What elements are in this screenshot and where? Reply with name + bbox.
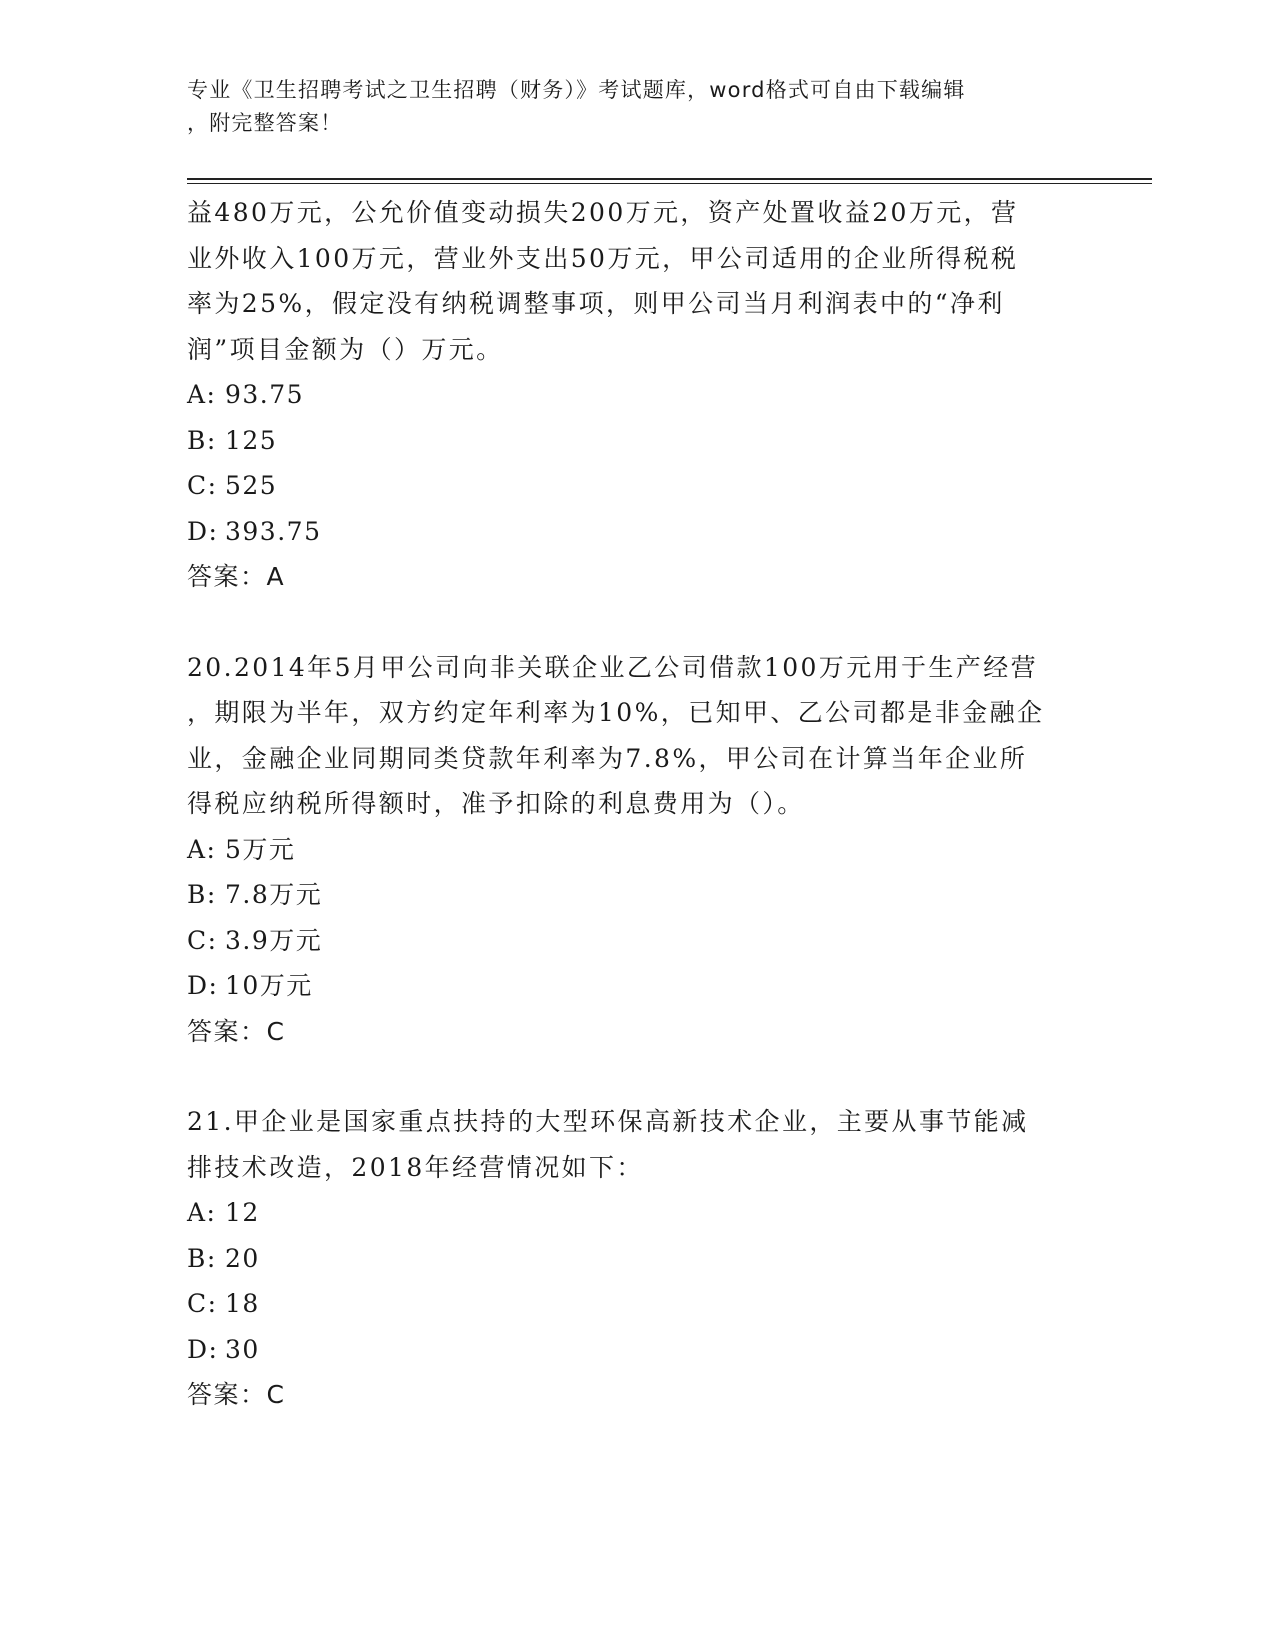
option-a [187,372,1087,418]
option-text: 3.9万元 [225,925,323,955]
option-c [187,1281,1087,1327]
option-text: 18 [225,1289,260,1318]
option-text: 125 [225,425,278,455]
option-key: C: [187,1289,218,1318]
option-b [187,872,1087,918]
question-stem [187,1099,1087,1190]
question-block [187,190,1087,600]
option-text: 10万元 [225,971,313,1000]
option-key: D: [187,971,219,1000]
answer-line: 答案：C [187,1016,286,1046]
question-list [187,190,1087,1418]
option-key: D: [187,516,219,546]
option-key: B: [187,880,217,909]
header-line-2: ，附完整答案！ [187,111,343,135]
option-key: A: [187,380,217,409]
option-d [187,963,1087,1009]
header-line-1: 专业《卫生招聘考试之卫生招聘（财务）》考试题库，word格式可自由下载编辑 [187,78,966,102]
stem-line: 20.2014年5月甲公司向非关联企业乙公司借款100万元用于生产经营 [187,652,1039,682]
option-text: 5万元 [225,834,296,864]
stem-line: 21.甲企业是国家重点扶持的大型环保高新技术企业，主要从事节能减 [187,1107,1029,1136]
option-text: 7.8万元 [225,880,323,909]
option-key: B: [187,425,217,455]
option-d [187,1327,1087,1373]
question-block [187,1099,1087,1418]
question-stem [187,645,1087,827]
option-a [187,827,1087,873]
stem-line: 得税应纳税所得额时，准予扣除的利息费用为（）。 [187,789,805,818]
option-text: 12 [225,1198,260,1227]
stem-line: 业，金融企业同期同类贷款年利率为7.8%，甲公司在计算当年企业所 [187,743,1028,773]
option-text: 30 [225,1334,260,1364]
stem-line: ，期限为半年，双方约定年利率为10%，已知甲、乙公司都是非金融企 [187,698,1045,727]
option-text: 393.75 [225,516,322,546]
header-divider-thin [187,183,1152,184]
option-key: A: [187,1198,217,1227]
option-b [187,418,1087,464]
stem-line: 率为25%，假定没有纳税调整事项，则甲公司当月利润表中的“净利 [187,289,1005,318]
option-key: C: [187,925,218,955]
option-d [187,509,1087,555]
option-c [187,463,1087,509]
document-header [187,74,1067,140]
option-key: A: [187,834,217,864]
stem-line: 排技术改造，2018年经营情况如下： [187,1152,644,1182]
option-key: C: [187,471,218,500]
option-key: B: [187,1243,217,1273]
option-key: D: [187,1334,219,1364]
option-text: 93.75 [225,380,305,409]
option-a [187,1190,1087,1236]
header-divider [187,178,1152,180]
answer-line: 答案：A [187,562,286,591]
stem-line: 益480万元，公允价值变动损失200万元，资产处置收益20万元，营 [187,198,1019,227]
answer-line: 答案：C [187,1380,286,1409]
question-block [187,645,1087,1055]
option-c [187,918,1087,964]
stem-line: 润”项目金额为（）万元。 [187,334,504,364]
option-b [187,1236,1087,1282]
option-text: 525 [225,471,278,500]
question-stem [187,190,1087,372]
option-text: 20 [225,1243,260,1273]
stem-line: 业外收入100万元，营业外支出50万元，甲公司适用的企业所得税税 [187,243,1019,273]
